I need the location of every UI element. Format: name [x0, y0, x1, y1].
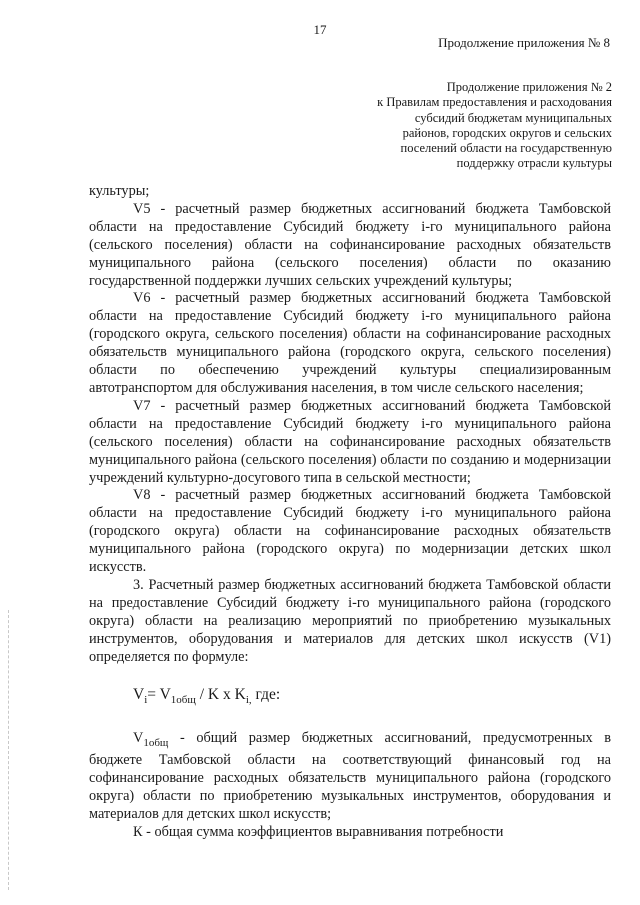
continuation-note: Продолжение приложения № 8 [438, 35, 610, 50]
header-line: районов, городских округов и сельских [402, 125, 612, 140]
formula-tail: где: [251, 686, 281, 704]
header-line: к Правилам предоставления и расходования [377, 95, 612, 110]
paragraph-continuation: культуры; [89, 183, 150, 199]
paragraph-item-3: 3. Расчетный размер бюджетных ассигнований бюджета Тамбовской области на предоставление Субсидий бюджету i-го муниципального района (городского округа) области на реализацию мероприятий по приобретению музыкальных инструментов, оборудования и материалов для детских школ искусств (V1) определяется по формуле: [89, 576, 611, 665]
formula [133, 685, 611, 710]
scan-edge-mark [8, 610, 9, 890]
paragraph-v1-total [89, 730, 611, 824]
term-sub: 1общ [143, 736, 169, 749]
formula-sub-i2: i, [245, 694, 252, 707]
paragraph-v6: V6 - расчетный размер бюджетных ассигнований бюджета Тамбовской области на предоставление Субсидий бюджету i-го муниципального района (городского округа, сельского поселения) области на софинансирование расходных обязательств муниципального района (городского округа, сельского поселения) области по обеспечению учреждений культуры специализированным автотранспортом для обслуживания населения, в том числе сельского населения; [89, 290, 611, 396]
formula-v: V [133, 686, 145, 704]
formula-sub-total: 1общ [170, 694, 196, 707]
header-line: поддержку отрасли культуры [456, 156, 612, 171]
header-line: поселений области на государственную [400, 141, 612, 156]
term-v: V [133, 729, 144, 746]
paragraph-v5: V5 - расчетный размер бюджетных ассигнований бюджета Тамбовской области на предоставление Субсидий бюджету i-го муниципального района (сельского поселения) области на софинансирование расходных обязательств муниципального района (сельского поселения) области по оказанию государственной поддержки лучших сельских учреждений культуры; [89, 200, 611, 289]
formula-middle: / K x K [195, 686, 246, 704]
paragraph-k: К - общая сумма коэффициентов выравнивания потребности [133, 823, 504, 840]
appendix-header [312, 80, 612, 172]
header-line: Продолжение приложения № 2 [446, 80, 612, 94]
term-definition: - общий размер бюджетных ассигнований, предусмотренных в бюджете Тамбовской области на соответствующий финансовый год на софинансирование расходных обязательств муниципального района (городского округа) области по приобретению музыкальных инструментов, оборудования и материалов для детских школ искусств; [89, 729, 611, 823]
header-line: субсидий бюджетам муниципальных [414, 110, 612, 125]
formula-eq: = V [147, 686, 171, 704]
formula-sub-i: i [144, 694, 148, 707]
paragraph-v7: V7 - расчетный размер бюджетных ассигнований бюджета Тамбовской области на предоставление Субсидий бюджету i-го муниципального района (сельского поселения) области на софинансирование расходных обязательств муниципального района (сельского поселения) области по созданию и модернизации учреждений культурно-досугового типа в сельской местности; [89, 397, 611, 486]
document-body [89, 183, 611, 842]
page-number: 17 [313, 22, 327, 37]
paragraph-v8: V8 - расчетный размер бюджетных ассигнований бюджета Тамбовской области на предоставление Субсидий бюджету i-го муниципального района (городского округа) области на софинансирование расходных обязательств муниципального района (городского округа) по модернизации детских школ искусств. [89, 487, 611, 576]
